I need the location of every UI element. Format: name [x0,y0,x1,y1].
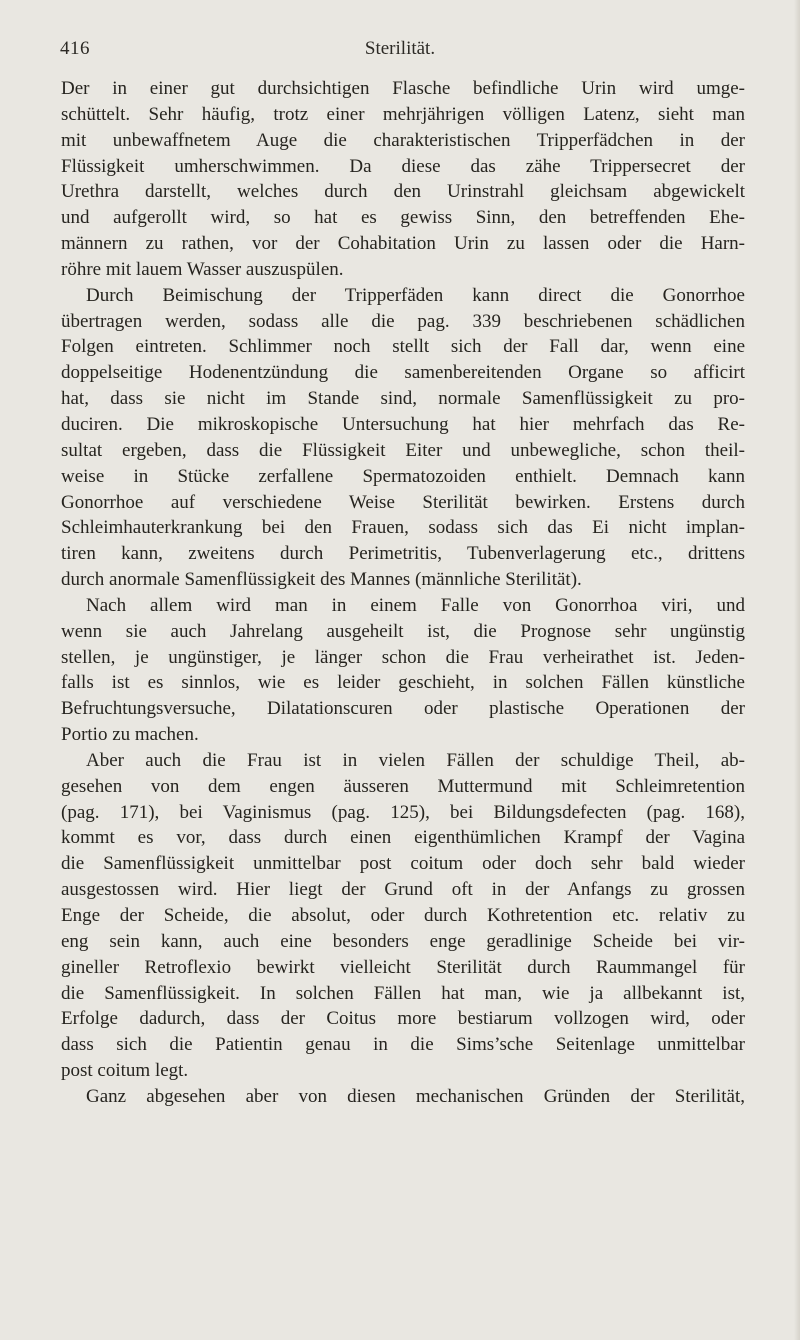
text-line: durch anormale Samenflüssigkeit des Mannes (männliche Sterilität). [61,569,582,591]
page-header [0,38,800,68]
text-line: Aber auch die Frau ist in vielen Fällen der schuldige Theil, ab- [86,749,745,771]
text-line: doppelseitige Hodenentzündung die samenbereitenden Organe so afficirt [61,362,745,384]
text-line: Nach allem wird man in einem Falle von Gonorrhoa viri, und [86,594,745,616]
text-line: Gonorrhoe auf verschiedene Weise Sterilität bewirken. Erstens durch [61,491,745,513]
page-edge-shadow [794,0,800,1340]
page-number: 416 [60,38,90,59]
text-line: röhre mit lauem Wasser auszuspülen. [61,258,344,280]
text-line: duciren. Die mikroskopische Untersuchung hat hier mehrfach das Re- [61,413,745,435]
text-line: die Samenflüssigkeit unmittelbar post coitum oder doch sehr bald wieder [61,853,745,875]
text-line: gineller Retroflexio bewirkt vielleicht Sterilität durch Raummangel für [61,956,745,978]
text-line: Flüssigkeit umherschwimmen. Da diese das zähe Trippersecret der [61,155,745,177]
text-line: männern zu rathen, vor der Cohabitation Urin zu lassen oder die Harn- [61,233,745,255]
text-line: Schleimhauterkrankung bei den Frauen, sodass sich das Ei nicht implan- [61,517,745,539]
text-line: gesehen von dem engen äusseren Muttermund mit Schleimretention [61,775,745,797]
text-line: die Samenflüssigkeit. In solchen Fällen hat man, wie ja allbekannt ist, [61,982,745,1004]
text-line: (pag. 171), bei Vaginismus (pag. 125), bei Bildungsdefecten (pag. 168), [61,801,745,823]
body-text [61,76,745,1110]
text-line: eng sein kann, auch eine besonders enge geradlinige Scheide bei vir- [61,930,745,952]
running-head: Sterilität. [364,38,436,59]
text-line: post coitum legt. [61,1060,189,1082]
text-line: kommt es vor, dass durch einen eigenthümlichen Krampf der Vagina [61,827,745,849]
text-line: dass sich die Patientin genau in die Sims’sche Seitenlage unmittelbar [61,1034,745,1056]
text-line: stellen, je ungünstiger, je länger schon die Frau verheirathet ist. Jeden- [61,646,745,668]
text-line: Urethra darstellt, welches durch den Urinstrahl gleichsam abgewickelt [61,181,745,203]
text-line: Der in einer gut durchsichtigen Flasche befindliche Urin wird umge- [61,78,745,99]
text-line: falls ist es sinnlos, wie es leider geschieht, in solchen Fällen künstliche [61,672,745,694]
text-line: hat, dass sie nicht im Stande sind, normale Samenflüssigkeit zu pro- [61,388,745,410]
text-line: Ganz abgesehen aber von diesen mechanischen Gründen der Sterilität, [86,1085,745,1107]
text-line: Portio zu machen. [61,724,199,746]
text-line: wenn sie auch Jahrelang ausgeheilt ist, die Prognose sehr ungünstig [61,620,745,642]
text-line: ausgestossen wird. Hier liegt der Grund oft in der Anfangs zu grossen [61,879,745,901]
text-line: übertragen werden, sodass alle die pag. 339 beschriebenen schädlichen [61,310,745,332]
text-line: und aufgerollt wird, so hat es gewiss Sinn, den betreffenden Ehe- [61,207,745,229]
text-line: Enge der Scheide, die absolut, oder durch Kothretention etc. relativ zu [61,905,745,926]
text-line: tiren kann, zweitens durch Perimetritis, Tubenverlagerung etc., drittens [61,543,745,565]
text-line: Erfolge dadurch, dass der Coitus more bestiarum vollzogen wird, oder [61,1008,745,1030]
text-line: Befruchtungsversuche, Dilatationscuren oder plastische Operationen der [61,698,745,720]
text-line: schüttelt. Sehr häufig, trotz einer mehrjährigen völligen Latenz, sieht man [61,103,745,125]
text-line: mit unbewaffnetem Auge die charakteristischen Tripperfädchen in der [61,129,745,151]
text-line: sultat ergeben, dass die Flüssigkeit Eiter und unbewegliche, schon theil- [61,439,745,461]
text-line: weise in Stücke zerfallene Spermatozoiden enthielt. Demnach kann [61,465,745,487]
text-line: Durch Beimischung der Tripperfäden kann direct die Gonorrhoe [86,284,745,306]
text-line: Folgen eintreten. Schlimmer noch stellt sich der Fall dar, wenn eine [61,336,745,358]
